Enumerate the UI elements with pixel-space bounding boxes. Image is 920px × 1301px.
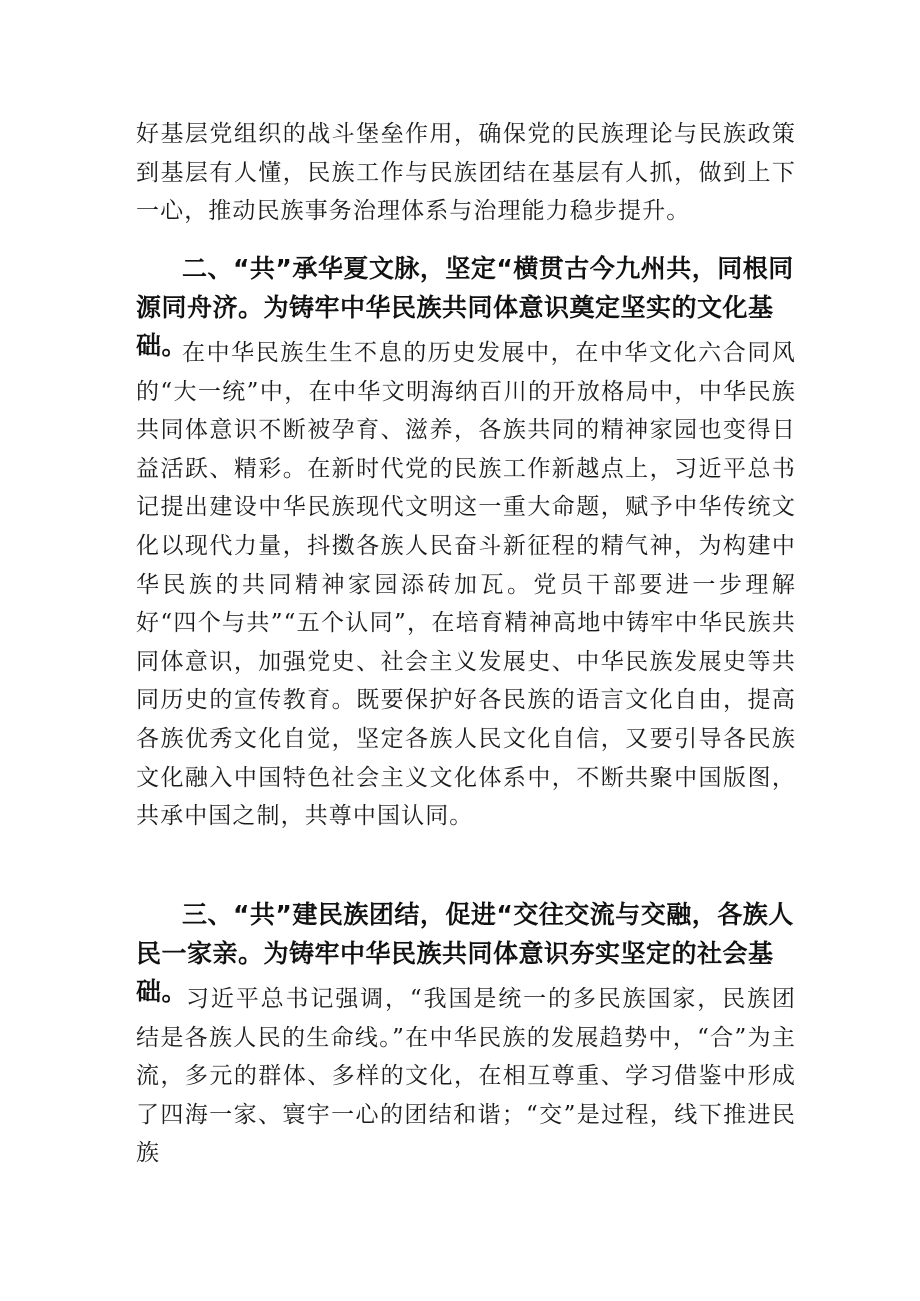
heading-text: 二、“共”承华夏文脉，坚定“横贯古今九州共，同根同源同舟济。为铸牢中华民族共同体意识奠定坚实的文化基础。 <box>136 254 794 360</box>
paragraph-text: 习近平总书记强调，“我国是统一的多民族国家，民族团结是各族人民的生命线。”在中华民族的发展趋势中，“合”为主流，多元的群体、多样的文化，在相互尊重、学习借鉴中形成了四海一家、寰宇一心的团结和谐；“交”是过程，线下推进民族 <box>136 986 796 1167</box>
paragraph-3 <box>136 980 796 1173</box>
paragraph-text: 好基层党组织的战斗堡垒作用，确保党的民族理论与民族政策到基层有人懂，民族工作与民族团结在基层有人抓，做到上下一心，推动民族事务治理体系与治理能力稳步提升。 <box>136 121 796 225</box>
paragraph-text: 在中华民族生生不息的历史发展中，在中华文化六合同风的“大一统”中，在中华文明海纳百川的开放格局中，中华民族共同体意识不断被孕育、滋养，各族共同的精神家园也变得日益活跃、精彩。在新时代党的民族工作新越点上，习近平总书记提出建设中华民族现代文明这一重大命题，赋予中华传统文化以现代力量，抖擞各族人民奋斗新征程的精气神，为构建中华民族的共同精神家园添砖加瓦。党员干部要进一步理解好“四个与共”“五个认同”，在培育精神高地中铸牢中华民族共同体意识，加强党史、社会主义发展史、中华民族发展史等共同历史的宣传教育。既要保护好各民族的语言文化自由，提高各族优秀文化自觉，坚定各族人民文化自信，又要引导各民族文化融入中国特色社会主义文化体系中，不断共聚中国版图，共承中国之制，共尊中国认同。 <box>136 340 796 830</box>
paragraph-2 <box>136 334 796 836</box>
paragraph-continuation <box>136 115 796 231</box>
heading-text: 三、“共”建民族团结，促进“交往交流与交融，各族人民一家亲。为铸牢中华民族共同体意识夯实坚定的社会基础。 <box>136 900 794 1006</box>
